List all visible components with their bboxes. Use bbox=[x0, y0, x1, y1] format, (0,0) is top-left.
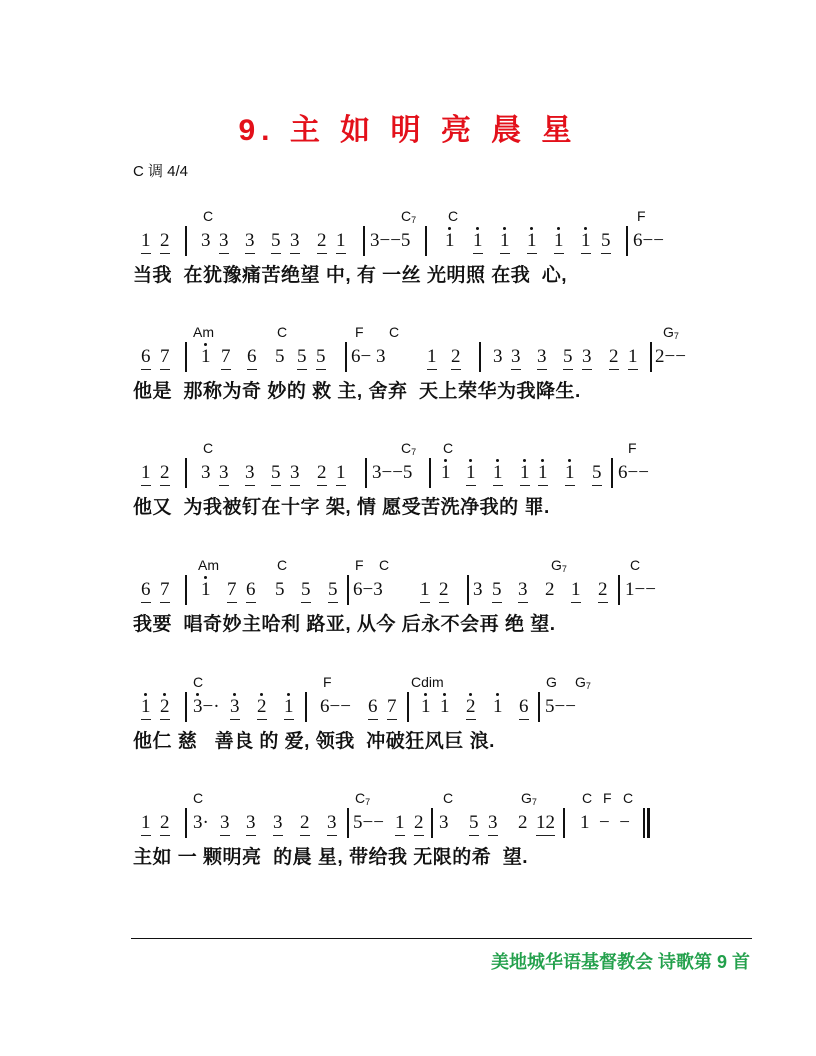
chord-row bbox=[133, 440, 693, 458]
notes-row: 6 7 1 7 6 5 5 5 6−3 1 2 3 5 3 2 1 2 1−− bbox=[133, 575, 693, 605]
chord: C bbox=[277, 557, 288, 573]
chord: C bbox=[443, 440, 454, 456]
lyrics-line: 当我 在犹豫痛苦绝望 中, 有 一丝 光明照 在我 心, bbox=[133, 265, 568, 286]
lyrics-line: 他仁 慈 善良 的 爱, 领我 冲破狂风巨 浪. bbox=[133, 731, 495, 752]
chord: Am bbox=[198, 557, 219, 573]
notes-row: 6 7 1 7 6 5 5 5 6− 3 1 2 3 3 3 5 3 2 1 2−− bbox=[133, 342, 693, 372]
music-system-6 bbox=[133, 790, 693, 890]
chord: C bbox=[277, 324, 288, 340]
notes-row: 1 2 3−· 3 2 1 6−− 6 7 1 1 2 1 6 5−− bbox=[133, 692, 693, 722]
notes-row: 1 2 3 3 3 5 3 2 1 3−−5 1 1 1 1 1 1 5 6−− bbox=[133, 458, 693, 488]
chord: $C_7$ bbox=[401, 440, 417, 457]
chord: F bbox=[323, 674, 332, 690]
chord-row bbox=[133, 324, 693, 342]
chord: C bbox=[379, 557, 390, 573]
lyrics-line: 我要 唱奇妙主哈利 路亚, 从今 后永不会再 绝 望. bbox=[133, 614, 556, 635]
song-title: 9. 主 如 明 亮 晨 星 bbox=[238, 114, 578, 147]
chord-row bbox=[133, 790, 693, 808]
chord: C bbox=[203, 208, 214, 224]
chord: G bbox=[546, 674, 557, 690]
footer-church-credit: 美地城华语基督教会 诗歌第 9 首 bbox=[490, 952, 750, 972]
lyrics-line: 他是 那称为奇 妙的 救 主, 舍弃 天上荣华为我降生. bbox=[133, 381, 581, 402]
chord: F bbox=[637, 208, 646, 224]
chord: C bbox=[193, 790, 204, 806]
lyrics-line: 主如 一 颗明亮 的晨 星, 带给我 无限的希 望. bbox=[133, 847, 529, 868]
chord: F bbox=[603, 790, 612, 806]
music-system-1 bbox=[133, 208, 693, 308]
chord: C bbox=[623, 790, 634, 806]
chord: Cdim bbox=[411, 674, 444, 690]
chord: Am bbox=[193, 324, 214, 340]
chord: $C_7$ bbox=[355, 790, 371, 807]
music-system-2 bbox=[133, 324, 693, 424]
chord: C bbox=[389, 324, 400, 340]
chord: C bbox=[582, 790, 593, 806]
chord: C bbox=[448, 208, 459, 224]
music-system-5 bbox=[133, 674, 693, 774]
chord: C bbox=[193, 674, 204, 690]
music-system-3 bbox=[133, 440, 693, 540]
chord: $G_7$ bbox=[575, 674, 591, 691]
chord: C bbox=[630, 557, 641, 573]
footer-divider bbox=[131, 938, 752, 939]
chord-row bbox=[133, 557, 693, 575]
notes-row: 1 2 3 3 3 5 3 2 1 3−−5 1 1 1 1 1 1 5 6−− bbox=[133, 226, 693, 256]
chord: F bbox=[355, 557, 364, 573]
chord: F bbox=[355, 324, 364, 340]
chord: C bbox=[203, 440, 214, 456]
chord: C bbox=[443, 790, 454, 806]
chord: $C_7$ bbox=[401, 208, 417, 225]
chord-row bbox=[133, 208, 693, 226]
music-system-4 bbox=[133, 557, 693, 657]
notes-row: 1 2 3· 3 3 3 2 3 5−− 1 2 3 5 3 2 12 1 − − bbox=[133, 808, 693, 838]
key-signature: C 调 4/4 bbox=[133, 163, 189, 180]
chord: F bbox=[628, 440, 637, 456]
lyrics-line: 他又 为我被钉在十字 架, 情 愿受苦洗净我的 罪. bbox=[133, 497, 550, 518]
chord: $G_7$ bbox=[551, 557, 567, 574]
chord: $G_7$ bbox=[521, 790, 537, 807]
chord-row bbox=[133, 674, 693, 692]
chord: $G_7$ bbox=[663, 324, 679, 341]
